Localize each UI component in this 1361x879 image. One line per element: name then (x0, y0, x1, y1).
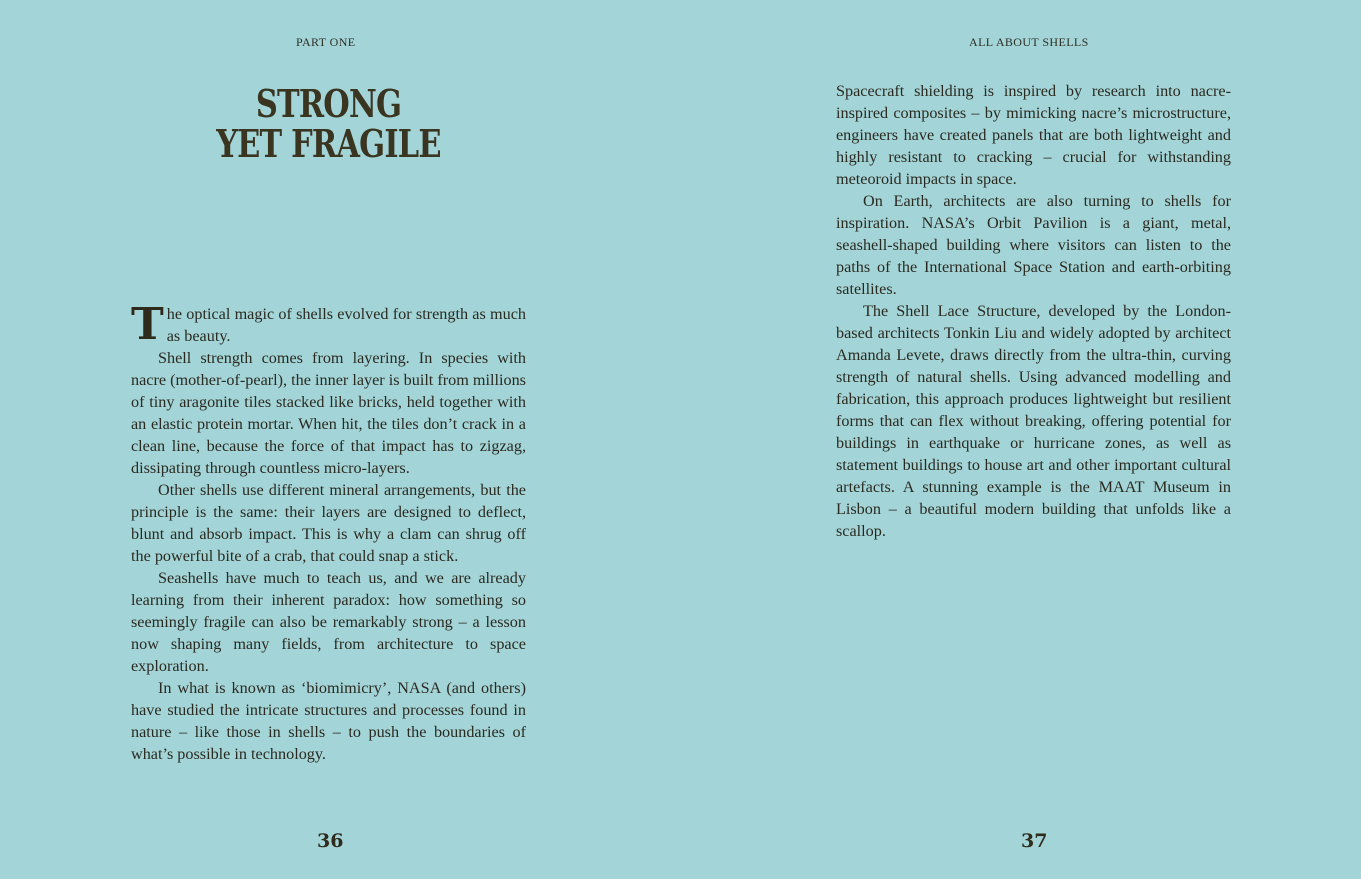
page-number-right: 37 (1021, 830, 1048, 852)
body-paragraph: Other shells use different mineral arrangements, but the principle is the same: their layers are designed to deflect, blunt and absorb impact. This is why a clam can shrug off the powerful bite of a crab, that could snap a stick. (131, 481, 526, 565)
chapter-title-line-1: STRONG (255, 81, 402, 126)
opening-sentence: he optical magic of shells evolved for strength as much as beauty. (166, 305, 526, 345)
right-page-body (836, 80, 1231, 542)
body-paragraph (131, 299, 526, 350)
body-paragraph: In what is known as ‘biomimicry’, NASA (and others) have studied the intricate structures and processes found in nature – like those in shells – to push the boundaries of what’s possible in technology. (131, 679, 526, 763)
body-paragraph: On Earth, architects are also turning to shells for inspiration. NASA’s Orbit Pavilion is a giant, metal, seashell-shaped building where visitors can listen to the paths of the International Space Station and earth-orbiting satellites. (836, 192, 1231, 298)
running-head-left: PART ONE (296, 35, 356, 49)
drop-cap: T (131, 299, 164, 350)
left-page-body (131, 299, 526, 765)
body-paragraph: Seashells have much to teach us, and we are already learning from their inherent paradox: how something so seemingly fragile can also be remarkably strong – a lesson now shaping many fields, from architecture to space exploration. (131, 569, 526, 675)
chapter-title-line-2: YET FRAGILE (216, 121, 441, 166)
page-number-left: 36 (317, 830, 344, 852)
chapter-title (171, 81, 487, 166)
body-paragraph: Shell strength comes from layering. In species with nacre (mother-of-pearl), the inner layer is built from millions of tiny aragonite tiles stacked like bricks, held together with an elastic protein mortar. When hit, the tiles don’t crack in a clean line, because the force of that impact has to zigzag, dissipating through countless micro-layers. (131, 349, 526, 477)
running-head-right: ALL ABOUT SHELLS (969, 35, 1089, 49)
body-paragraph: Spacecraft shielding is inspired by research into nacre-inspired composites – by mimicking nacre’s microstructure, engineers have created panels that are both lightweight and highly resistant to cracking – crucial for withstanding meteoroid impacts in space. (836, 82, 1231, 188)
body-paragraph: The Shell Lace Structure, developed by the London-based architects Tonkin Liu and widely adopted by architect Amanda Levete, draws directly from the ultra-thin, curving strength of natural shells. Using advanced modelling and fabrication, this approach produces lightweight but resilient forms that can flex without breaking, offering potential for buildings in earthquake or hurricane zones, as well as statement buildings to house art and other important cultural artefacts. A stunning example is the MAAT Museum in Lisbon – a beautiful modern building that unfolds like a scallop. (836, 302, 1231, 540)
